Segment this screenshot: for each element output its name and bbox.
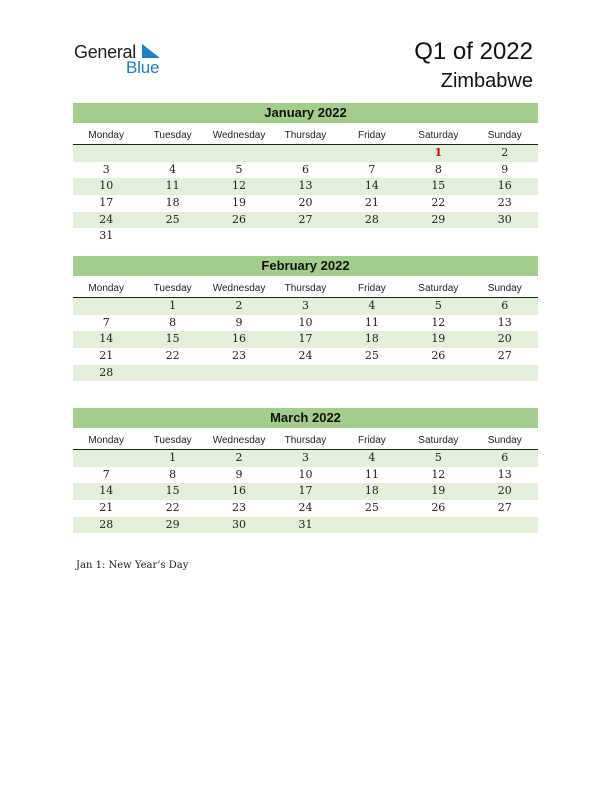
day-cell: 23	[497, 196, 512, 210]
day-cell: 9	[235, 315, 243, 329]
day-cell	[472, 228, 538, 245]
weekday-header-row	[73, 280, 538, 298]
day-cell	[405, 228, 471, 245]
week-row	[73, 331, 538, 348]
day-cell	[339, 145, 405, 162]
day-cell: 22	[165, 501, 180, 515]
day-cell: 2	[501, 146, 509, 159]
logo-text-blue: Blue	[126, 58, 160, 77]
day-cell: 10	[298, 315, 313, 329]
day-cell: 2	[235, 299, 243, 312]
weekday-label: Wednesday	[212, 283, 266, 294]
day-cell: 24	[298, 501, 313, 515]
day-cell	[405, 365, 471, 382]
weekday-header-row	[73, 127, 538, 145]
day-cell: 4	[368, 299, 376, 312]
month-title: February 2022	[73, 256, 538, 276]
day-cell	[206, 228, 272, 245]
holiday-day-cell: 1	[434, 146, 443, 159]
day-cell: 6	[501, 299, 509, 312]
day-cell: 23	[232, 349, 247, 363]
day-cell: 20	[497, 484, 512, 498]
day-cell	[139, 365, 205, 382]
day-cell: 18	[364, 332, 379, 346]
day-cell: 23	[232, 501, 247, 515]
weekday-label: Friday	[358, 283, 386, 294]
weekday-label: Monday	[88, 435, 124, 446]
day-cell: 7	[102, 315, 110, 329]
day-cell	[206, 365, 272, 382]
day-cell: 30	[497, 212, 512, 226]
day-cell: 25	[165, 212, 180, 226]
day-cell: 8	[169, 315, 177, 329]
day-cell	[272, 145, 338, 162]
day-cell: 17	[99, 196, 114, 210]
day-cell: 7	[368, 162, 376, 176]
weekday-label: Thursday	[284, 435, 327, 446]
day-cell: 28	[99, 517, 114, 531]
day-cell: 4	[368, 451, 376, 464]
day-cell	[139, 145, 205, 162]
day-cell	[339, 228, 405, 245]
day-cell: 24	[99, 212, 114, 226]
day-cell: 18	[364, 484, 379, 498]
day-cell: 3	[301, 299, 309, 312]
month-calendar	[73, 408, 538, 533]
day-cell: 27	[497, 501, 512, 515]
day-cell: 21	[99, 501, 114, 515]
weekday-label: Monday	[88, 130, 124, 141]
weekday-header-row	[73, 432, 538, 450]
day-cell: 21	[99, 349, 114, 363]
day-cell: 16	[232, 484, 247, 498]
day-cell: 13	[497, 467, 512, 481]
day-cell: 28	[99, 365, 114, 379]
weekday-label: Monday	[88, 283, 124, 294]
day-cell: 29	[165, 517, 180, 531]
weekday-label: Tuesday	[153, 435, 192, 446]
week-row	[73, 517, 538, 534]
day-cell: 19	[431, 484, 446, 498]
day-cell: 16	[232, 332, 247, 346]
weekday-label: Thursday	[284, 130, 327, 141]
month-calendar	[73, 103, 538, 245]
weekday-label: Saturday	[418, 130, 459, 141]
day-cell	[139, 228, 205, 245]
weekday-label: Thursday	[284, 283, 327, 294]
week-row	[73, 315, 538, 332]
day-cell	[272, 228, 338, 245]
weekday-label: Sunday	[487, 435, 522, 446]
weekday-label: Friday	[358, 435, 386, 446]
day-cell: 8	[169, 467, 177, 481]
day-cell: 31	[99, 229, 114, 243]
weekday-label: Tuesday	[153, 283, 192, 294]
week-row	[73, 228, 538, 245]
day-cell	[472, 365, 538, 382]
day-cell: 27	[497, 349, 512, 363]
weekday-label: Wednesday	[212, 435, 266, 446]
weekday-label: Sunday	[487, 283, 522, 294]
weekday-label: Wednesday	[212, 130, 266, 141]
day-cell: 14	[99, 484, 114, 498]
day-cell: 15	[165, 484, 180, 498]
weekday-label: Saturday	[418, 283, 459, 294]
day-cell: 24	[298, 349, 313, 363]
day-cell: 13	[298, 179, 313, 193]
day-cell: 10	[298, 467, 313, 481]
day-cell: 9	[501, 162, 509, 176]
day-cell: 19	[232, 196, 247, 210]
day-cell: 16	[497, 179, 512, 193]
week-row	[73, 212, 538, 229]
day-cell	[73, 145, 139, 162]
day-cell	[339, 517, 405, 534]
weekday-label: Saturday	[418, 435, 459, 446]
weekday-label: Tuesday	[153, 130, 192, 141]
day-cell	[73, 450, 139, 467]
week-row	[73, 500, 538, 517]
week-row	[73, 450, 538, 467]
day-cell: 12	[431, 315, 446, 329]
day-cell: 22	[165, 349, 180, 363]
month-calendar	[73, 256, 538, 381]
day-cell: 20	[497, 332, 512, 346]
day-cell: 3	[301, 451, 309, 464]
day-cell: 8	[434, 162, 442, 176]
day-cell: 6	[301, 162, 309, 176]
day-cell: 12	[431, 467, 446, 481]
day-cell: 31	[298, 517, 313, 531]
day-cell: 10	[99, 179, 114, 193]
day-cell: 21	[364, 196, 379, 210]
day-cell: 12	[232, 179, 247, 193]
day-cell: 26	[431, 349, 446, 363]
day-cell: 1	[169, 451, 177, 464]
day-cell: 1	[169, 299, 177, 312]
day-cell: 26	[431, 501, 446, 515]
day-cell: 11	[165, 179, 180, 193]
weekday-label: Sunday	[487, 130, 522, 141]
day-cell: 25	[364, 349, 379, 363]
country-name: Zimbabwe	[440, 70, 533, 92]
day-cell: 3	[102, 162, 110, 176]
day-cell: 14	[364, 179, 379, 193]
day-cell: 5	[434, 299, 442, 312]
day-cell: 22	[431, 196, 446, 210]
day-cell: 29	[431, 212, 446, 226]
day-cell: 2	[235, 451, 243, 464]
day-cell	[206, 145, 272, 162]
week-row	[73, 365, 538, 382]
day-cell: 15	[431, 179, 446, 193]
day-cell: 18	[165, 196, 180, 210]
day-cell	[73, 298, 139, 315]
day-cell: 19	[431, 332, 446, 346]
weekday-label: Friday	[358, 130, 386, 141]
week-row	[73, 348, 538, 365]
week-row	[73, 483, 538, 500]
day-cell	[272, 365, 338, 382]
week-row	[73, 178, 538, 195]
day-cell: 7	[102, 467, 110, 481]
day-cell	[472, 517, 538, 534]
day-cell: 14	[99, 332, 114, 346]
week-row	[73, 467, 538, 484]
week-row	[73, 195, 538, 212]
logo-text-general: General	[74, 42, 136, 62]
day-cell: 13	[497, 315, 512, 329]
day-cell: 17	[298, 484, 313, 498]
day-cell: 30	[232, 517, 247, 531]
day-cell: 11	[364, 467, 379, 481]
day-cell: 27	[298, 212, 313, 226]
day-cell: 28	[364, 212, 379, 226]
day-cell: 6	[501, 451, 509, 464]
week-row	[73, 298, 538, 315]
month-title: March 2022	[73, 408, 538, 428]
generalblue-logo	[74, 42, 184, 78]
day-cell: 5	[235, 162, 243, 176]
month-title: January 2022	[73, 103, 538, 123]
day-cell: 26	[232, 212, 247, 226]
week-row	[73, 162, 538, 179]
day-cell: 17	[298, 332, 313, 346]
day-cell: 5	[434, 451, 442, 464]
day-cell	[339, 365, 405, 382]
day-cell: 9	[235, 467, 243, 481]
day-cell: 15	[165, 332, 180, 346]
week-row	[73, 145, 538, 162]
holiday-note: Jan 1: New Year’s Day	[76, 560, 189, 571]
day-cell: 20	[298, 196, 313, 210]
day-cell: 25	[364, 501, 379, 515]
day-cell: 4	[169, 162, 177, 176]
day-cell: 11	[364, 315, 379, 329]
page-title: Q1 of 2022	[414, 38, 533, 65]
day-cell	[405, 517, 471, 534]
